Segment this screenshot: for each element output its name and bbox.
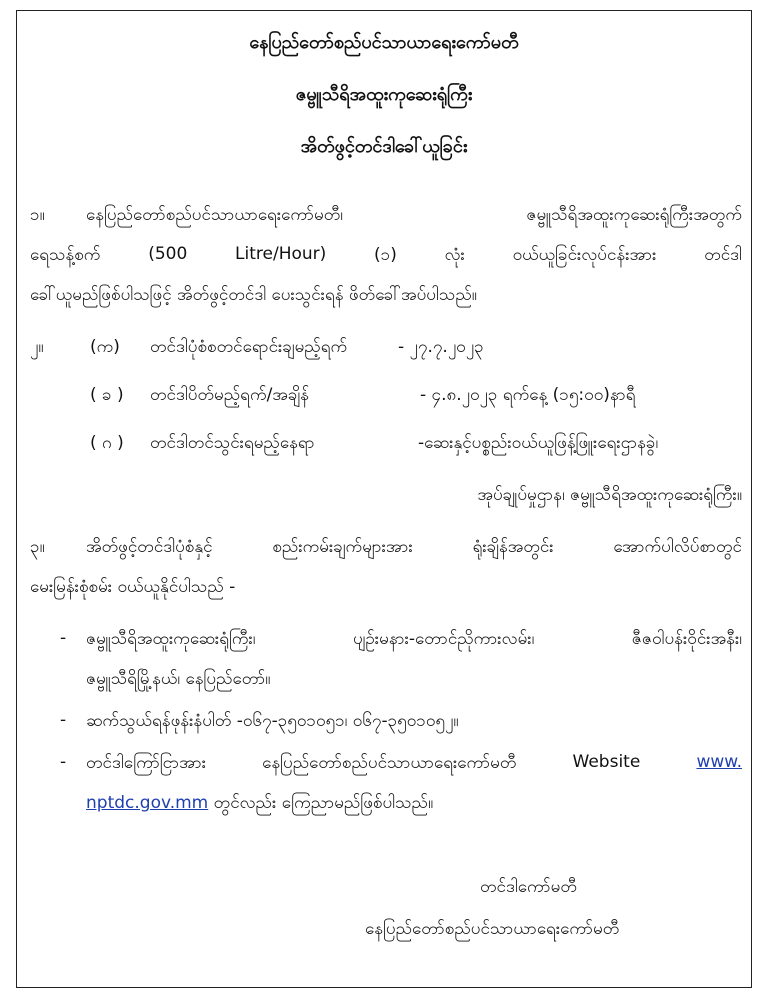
section-2-item-label: တင်ဒါတင်သွင်းရမည့်နေရာ <box>150 433 315 453</box>
bullet-address-line-2: ဇမ္ဗူသီရိမြို့နယ်၊ နေပြည်တော်။ <box>86 669 271 689</box>
section-1-line-3: ခေါ်ယူမည်ဖြစ်ပါသဖြင့် အိတ်ဖွင့်တင်ဒါ ပေးသွင်းရန် ဖိတ်ခေါ်အပ်ပါသည်။ <box>30 285 477 305</box>
website-word: နေပြည်တော်စည်ပင်သာယာရေးကော်မတီ <box>262 753 517 773</box>
bullet-address-line-1 <box>86 628 742 653</box>
section-3-line-1-word: အိတ်ဖွင့်တင်ဒါပုံစံနှင့် <box>86 537 213 557</box>
section-2-item-marker: ( ခ ) <box>90 385 124 405</box>
section-1-line-2 <box>30 244 742 269</box>
address-word: ဇီဇဝါပန်းဝိုင်းအနီး၊ <box>631 629 742 649</box>
bullet-dash: - <box>60 752 67 772</box>
section-3-number: ၃။ <box>30 537 45 557</box>
section-2-item-marker: (က) <box>90 337 120 357</box>
bullet-website-line-1 <box>86 752 742 777</box>
section-3-line-1-word: စည်းကမ်းချက်များအား <box>272 537 413 557</box>
section-1-line-2-word: လုံး <box>444 245 465 265</box>
document-title-committee: နေပြည်တော်စည်ပင်သာယာရေးကော်မတီ <box>249 32 519 53</box>
bullet-website-line-2 <box>86 792 433 817</box>
section-1-line-2-word: (500 <box>148 244 188 264</box>
section-2-number: ၂။ <box>30 337 44 357</box>
section-1-line-2-word: ဝယ်ယူခြင်းလုပ်ငန်းအား <box>512 245 657 265</box>
section-3-line-1 <box>86 536 742 561</box>
bullet-dash: - <box>60 628 67 648</box>
website-link[interactable]: nptdc.gov.mm <box>86 793 209 813</box>
signature-committee: တင်ဒါကော်မတီ <box>480 877 577 897</box>
bullet-dash: - <box>60 710 67 730</box>
website-word: Website <box>572 752 641 772</box>
section-2-item-continuation: အုပ်ချုပ်မှုဌာန၊ ဇမ္ဗူသီရိအထူးကုဆေးရုံကြီး။ <box>477 485 742 505</box>
section-2-item-value: - ၄.၈.၂၀၂၃ ရက်နေ့ (၁၅:၀၀)နာရီ <box>420 385 636 405</box>
section-3-line-1-word: ရုံးချိန်အတွင်း <box>472 537 554 557</box>
section-1-line-1-word: နေပြည်တော်စည်ပင်သာယာရေးကော်မတီ၊ <box>86 205 343 225</box>
section-2-item-label: တင်ဒါပုံစံစတင်ရောင်းချမည့်ရက် <box>150 337 348 357</box>
section-2-item-label: တင်ဒါပိတ်မည့်ရက်/အချိန် <box>150 385 309 405</box>
section-1-number: ၁။ <box>30 205 45 225</box>
section-1-line-1 <box>86 204 742 229</box>
bullet-phone: ဆက်သွယ်ရန်ဖုန်းနံပါတ် -၀၆၇-၃၅၀၁၀၅၁၊ ၀၆၇-၃၅၀၁၀၅၂။ <box>86 711 459 731</box>
address-word: ပျဉ်းမနား-တောင်ညိုကားလမ်း၊ <box>352 629 535 649</box>
address-word: ဇမ္ဗူသီရိအထူးကုဆေးရုံကြီး၊ <box>86 629 256 649</box>
section-1-line-1-word: ဇမ္ဗူသီရိအထူးကုဆေးရုံကြီးအတွက် <box>526 205 742 225</box>
section-1-line-2-word: (၁) <box>374 245 397 265</box>
section-3-line-2: မေးမြန်းစုံစမ်း ဝယ်ယူနိုင်ပါသည် - <box>30 577 236 597</box>
section-1-line-2-word: တင်ဒါ <box>704 245 742 265</box>
document-title-tender: အိတ်ဖွင့်တင်ဒါခေါ်ယူခြင်း <box>300 136 468 157</box>
section-2-item-value: - ၂၇.၇.၂၀၂၃ <box>398 337 484 357</box>
document-title-hospital: ဇမ္ဗူသီရိအထူးကုဆေးရုံကြီး <box>295 84 473 105</box>
section-2-item-value: -ဆေးနှင့်ပစ္စည်းဝယ်ယူဖြန့်ဖြူးရေးဌာနခွဲ၊ <box>418 433 659 453</box>
section-1-line-2-word: Litre/Hour) <box>235 244 327 264</box>
section-1-line-2-word: ရေသန့်စက် <box>30 245 101 265</box>
signature-organization: နေပြည်တော်စည်ပင်သာယာရေးကော်မတီ <box>365 919 620 939</box>
website-link[interactable]: www. <box>696 752 742 772</box>
section-3-line-1-word: အောက်ပါလိပ်စာတွင် <box>613 537 742 557</box>
section-2-item-marker: ( ဂ ) <box>90 433 124 453</box>
website-word: တင်ဒါကြော်ငြာအား <box>86 753 207 773</box>
website-line-2-text: တွင်လည်း ကြေညာမည်ဖြစ်ပါသည်။ <box>208 793 434 813</box>
